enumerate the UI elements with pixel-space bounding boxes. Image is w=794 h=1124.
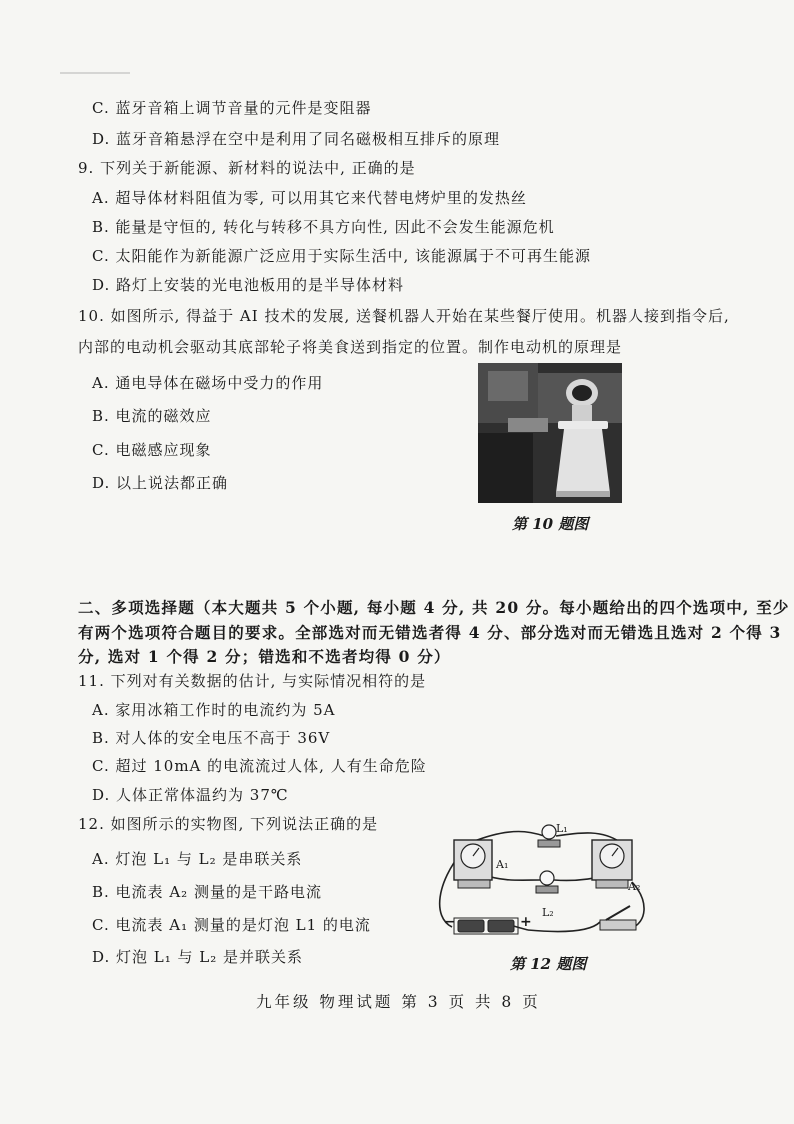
label-l2: L₂ (542, 906, 554, 919)
label-a2: A₂ (628, 880, 641, 893)
q9-stem: 9. 下列关于新能源、新材料的说法中, 正确的是 (78, 159, 416, 177)
q11-option-c: C. 超过 10mA 的电流流过人体, 人有生命危险 (92, 757, 427, 775)
q10-stem-line1: 10. 如图所示, 得益于 AI 技术的发展, 送餐机器人开始在某些餐厅使用。机器人接到指令后, (78, 307, 730, 325)
section2-heading-line3: 分, 选对 1 个得 2 分；错选和不选者均得 0 分） (78, 647, 451, 666)
q10-option-d: D. 以上说法都正确 (92, 474, 229, 492)
section2-heading-line1: 二、多项选择题（本大题共 5 个小题, 每小题 4 分, 共 20 分。每小题给出的四个选项中, 至少 (78, 598, 790, 617)
label-l1: L₁ (556, 822, 568, 835)
page-footer: 九年级 物理试题 第 3 页 共 8 页 (256, 993, 541, 1011)
q12-stem: 12. 如图所示的实物图, 下列说法正确的是 (78, 815, 379, 833)
q10-option-c: C. 电磁感应现象 (92, 441, 212, 459)
q12-option-a: A. 灯泡 L₁ 与 L₂ 是串联关系 (92, 850, 303, 868)
label-minus: − (444, 914, 456, 930)
q9-option-c: C. 太阳能作为新能源广泛应用于实际生活中, 该能源属于不可再生能源 (92, 247, 592, 265)
q11-stem: 11. 下列对有关数据的估计, 与实际情况相符的是 (78, 672, 427, 690)
q12-option-c: C. 电流表 A₁ 测量的是灯泡 L1 的电流 (92, 916, 371, 934)
circuit-diagram (432, 822, 650, 950)
q9-option-b: B. 能量是守恒的, 转化与转移不具方向性, 因此不会发生能源危机 (92, 218, 555, 236)
q11-option-d: D. 人体正常体温约为 37℃ (92, 786, 289, 804)
q11-option-b: B. 对人体的安全电压不高于 36V (92, 729, 331, 747)
q12-caption: 第 12 题图 (510, 955, 587, 973)
q10-caption: 第 10 题图 (512, 515, 589, 533)
label-a1: A₁ (496, 858, 509, 871)
label-plus: + (520, 914, 532, 930)
q8-option-c: C. 蓝牙音箱上调节音量的元件是变阻器 (92, 99, 372, 117)
q12-option-d: D. 灯泡 L₁ 与 L₂ 是并联关系 (92, 948, 304, 966)
q8-option-d: D. 蓝牙音箱悬浮在空中是利用了同名磁极相互排斥的原理 (92, 130, 501, 148)
section2-heading-line2: 有两个选项符合题目的要求。全部选对而无错选者得 4 分、部分选对而无错选且选对 2 个得 3 (78, 623, 782, 642)
q10-stem-line2: 内部的电动机会驱动其底部轮子将美食送到指定的位置。制作电动机的原理是 (78, 338, 623, 356)
q10-option-b: B. 电流的磁效应 (92, 407, 212, 425)
q9-option-d: D. 路灯上安装的光电池板用的是半导体材料 (92, 276, 405, 294)
q9-option-a: A. 超导体材料阻值为零, 可以用其它来代替电烤炉里的发热丝 (92, 189, 527, 207)
scan-artifact (60, 72, 130, 74)
robot-photo (478, 363, 622, 503)
q12-option-b: B. 电流表 A₂ 测量的是干路电流 (92, 883, 322, 901)
q11-option-a: A. 家用冰箱工作时的电流约为 5A (92, 701, 336, 719)
q10-option-a: A. 通电导体在磁场中受力的作用 (92, 374, 324, 392)
